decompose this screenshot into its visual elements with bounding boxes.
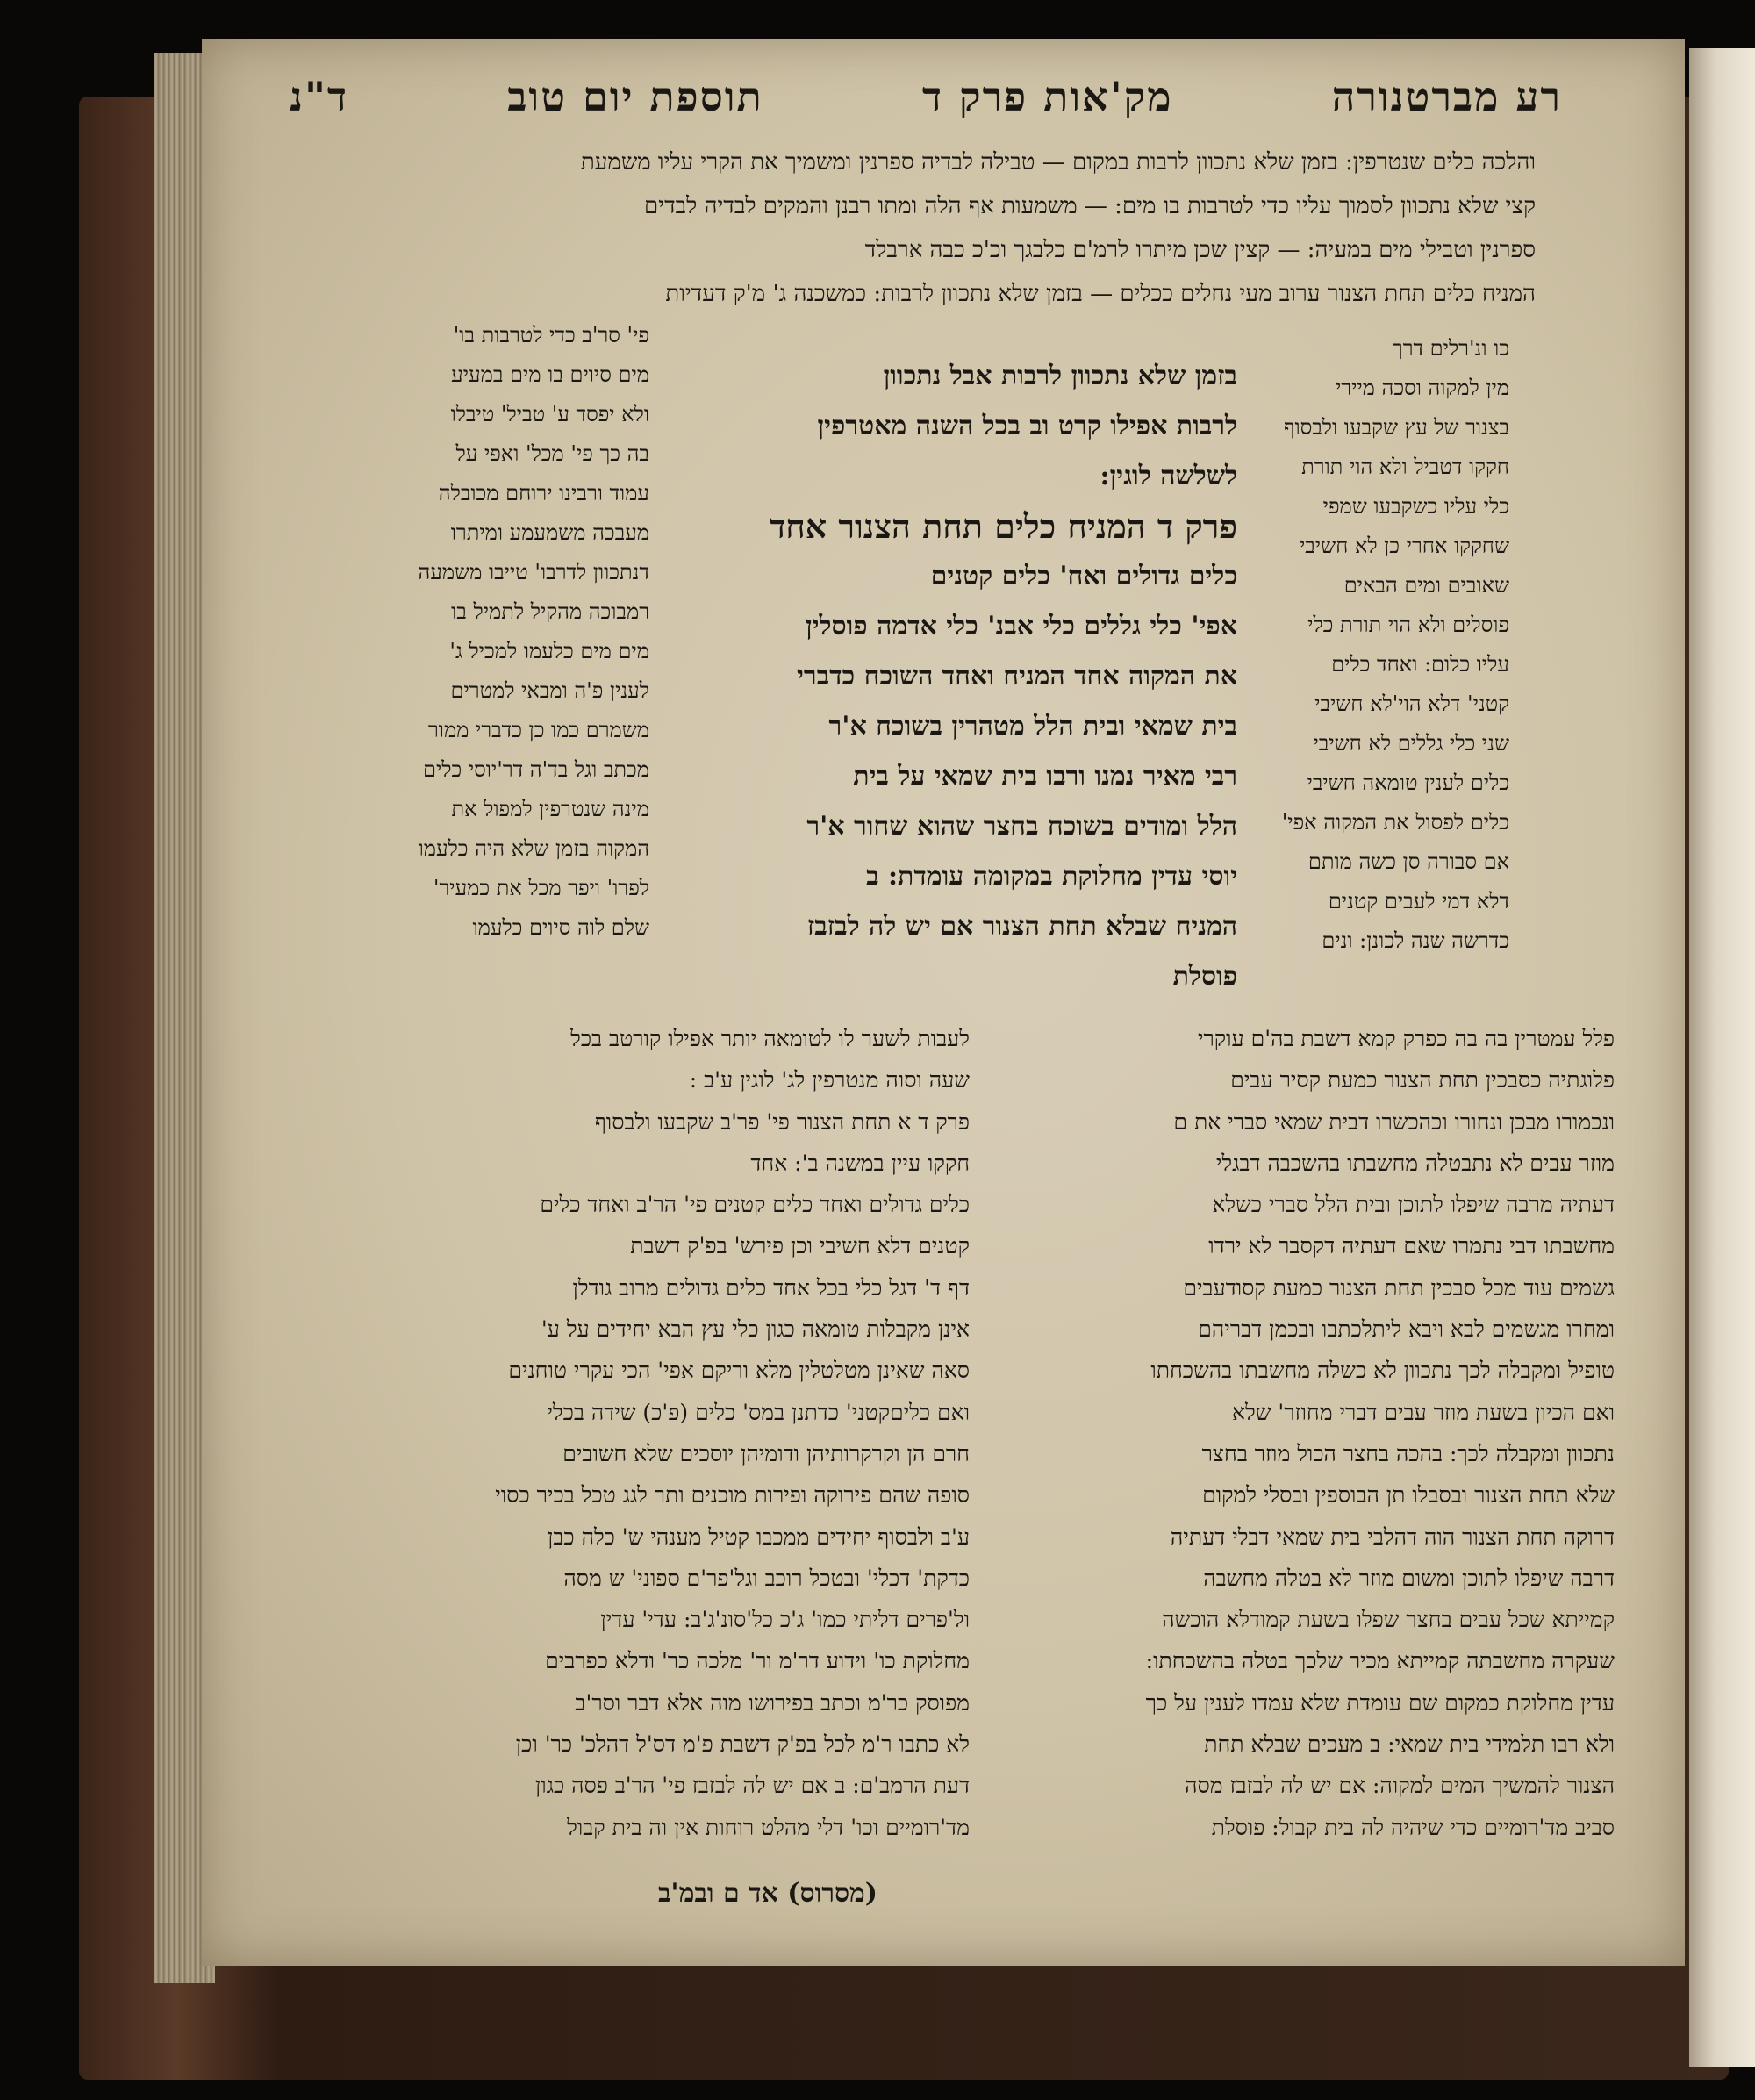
text-line: לענין פ'ה ומבאי למטרים [450,678,649,703]
text-line: לא כתבו ר'מ לכל בפ'ק דשבת פ'מ דס'ל דהלכ' כר' וכן [515,1731,970,1758]
text-line: אפי' כלי גללים כלי אבנ' כלי אדמה פוסלין [806,611,1237,641]
text-line: סאה שאינן מטלטלין מלא וריקם אפי' הכי עקרי טוחנים [508,1358,970,1384]
mishnah-main-text [676,351,1237,1001]
text-line: שחקקו אחרי כן לא חשיבי [1299,534,1509,558]
text-line: ולא רבו תלמידי בית שמאי: ב מעכים שבלא תחת [1204,1731,1615,1758]
text-line: רבי מאיר נמנו ורבו בית שמאי על בית [853,761,1237,792]
text-line: בזמן שלא נתכוון לרבות אבל נתכוון [883,361,1237,391]
text-line: כדרשה שנה לכונן: ונים [1322,928,1509,953]
text-line: לשלשה לוגין: [1100,461,1237,491]
text-line: חרם הן וקרקרותיהן ודומיהן יוסכים שלא חשובים [562,1440,970,1466]
text-line: קטני' דלא הוי'לא חשיבי [1314,692,1509,716]
text-line: כלי עליו כשקבעו שמפי [1322,494,1509,519]
text-line: ונכמורו מבכן ונחורו וכהכשרו דבית שמאי סברי את ם [1173,1108,1615,1135]
text-line: הצנור להמשיך המים למקוה: אם יש לה לבזבז מסה [1185,1773,1615,1799]
chapter-heading: פרק ד המניח כלים תחת הצנור אחד [769,506,1237,546]
text-line: מוזר עבים לא נתבטלה מחשבתו בהשכבה דבגלי [1215,1150,1615,1176]
text-line: בית שמאי ובית הלל מטהרין בשוכח א'ר [828,711,1237,742]
text-line: דלא דמי לעבים קטנים [1328,889,1509,914]
text-line: מינה שנטרפין למפול את [451,797,649,821]
text-line: קצי שלא נתכוון לסמוך עליו כדי לטרבות בו מים: — משמעות אף הלה ומתו רבנן והמקים לבדיה לבדים [644,193,1536,219]
text-line: כדקת' דכלי' ובטכל רוכב וגל'פר'ם ספוני' ש מסה [563,1565,970,1591]
text-line: מין למקוה וסכה מיירי [1336,376,1509,400]
text-line: פרק ד א תחת הצנור פי' פר'ב שקבעו ולבסוף [594,1108,970,1135]
text-line: ולא יפסד ע' טביל' טיבלו [450,402,649,426]
text-line: שעקרה מחשבתה קמייתא מכיר שלכך בטלה בהשכחתו: [1145,1648,1615,1674]
running-head-title-right: רע מברטנורה [1331,73,1562,120]
right-commentary-column [1255,329,1509,961]
text-line: המקוה בזמן שלא היה כלעמו [418,836,649,861]
text-line: מחלוקת כו' וידוע דר'מ ור' מלכה כר' ודלא כפרבים [545,1648,970,1674]
text-line: דנתכוון לדרבו' טייבו משמעה [418,560,649,584]
page-number: ד"נ [290,73,349,120]
text-line: ואם הכיון בשעת מוזר עבים דברי מחוזר' שלא [1232,1399,1615,1425]
text-line: אינן מקבלות טומאה כגון כלי עץ הבא יחידים על ע' [541,1316,970,1343]
text-line: ול'פרים דליתי כמו' ג'כ כל'סונ'ג'ב: עדי' עדין [600,1607,970,1633]
text-line: מים סיוים בו מים במעיע [451,362,649,387]
text-line: כלים גדולים ואחד כלים קטנים פי' הר'ב ואחד כלים [540,1192,970,1218]
text-line: שאובים ומים הבאים [1343,573,1509,598]
text-line: פוסלים ולא הוי תורת כלי [1307,613,1509,637]
text-line: עליו כלום: ואחד כלים [1331,652,1509,677]
text-line: כו ונ'רלים דרך [1392,336,1509,361]
text-line: לרבות אפילו קרט וב בכל השנה מאטרפין [817,411,1237,441]
left-commentary-column [316,316,649,948]
text-line: רמבוכה מהקיל לתמיל בו [451,599,649,624]
text-line: מכתב וגל בד'ה דר'יוסי כלים [422,757,649,782]
text-line: כלים לפסול את המקוה אפי' [1281,810,1509,835]
text-line: ואם כליםקטני' כדתנן במס' כלים (פ'כ) שידה בכלי [547,1399,970,1425]
text-line: אם סבורה סן כשה מותם [1307,849,1509,874]
text-line: שני כלי גללים לא חשיבי [1313,731,1509,756]
text-line: דרבה שיפלו לתוכן ומשום מוזר לא בטלה מחשבה [1203,1565,1615,1591]
text-line: קטנים דלא חשיבי וכן פירש' בפ'ק דשבת [630,1233,970,1259]
text-line: משמרם כמו כן כדברי ממור [428,718,649,742]
text-line: שלא תחת הצנור ובסבלו תן הבוספין ובסלי למקום [1202,1482,1615,1509]
text-line: חקקו עיין במשנה ב': אחד [750,1150,970,1176]
text-line: עדין מחלוקת כמקום שם עומדת שלא עמדו לענין על כך [1145,1689,1615,1716]
text-line: שלם לוה סיוים כלעמו [472,915,649,940]
lower-right-commentary [983,1018,1615,1848]
text-line: מפוסק כר'מ וכתב בפירושו מוה אלא דבר וסר'ב [575,1689,970,1716]
text-line: דעת הרמב'ם: ב אם יש לה לבזבז פי' הר'ב פסה כגון [534,1773,970,1799]
text-line: פי' סר'ב כדי לטרבות בו' [453,323,649,348]
text-line: ע'ב ולבסוף יחידים ממכבו קטיל מענהי ש' כלה כבן [547,1523,970,1550]
top-commentary-block [307,140,1536,316]
text-line: יוסי עדין מחלוקת במקומה עומדת: ב [866,861,1237,892]
catchword: (מסרוס) אד ם ובמ'ב [657,1878,878,1909]
text-line: פוסלת [1172,961,1237,992]
text-line: פלוגתיה כסבכין תחת הצנור כמעת קסיר עבים [1230,1067,1615,1093]
text-line: גשמים עוד מכל סבכין תחת הצנור כמעת קסודעבים [1183,1274,1615,1301]
text-line: המניח כלים תחת הצנור ערוב מעי נחלים ככלים — בזמן שלא נתכוון לרבות: כמשכנה ג' מ'ק דעדיות [665,281,1536,307]
lower-left-commentary [316,1018,970,1848]
facing-page-edge [1689,48,1755,2067]
text-line: הלל ומודים בשוכח בחצר שהוא שחור א'ר [806,811,1237,842]
text-line: קמייתא שכל עבים בחצר שפלו בשעת קמודלא הוכשה [1162,1607,1615,1633]
text-line: סביב מד'רומיים כדי שיהיה לה בית קבול: פוסלת [1211,1814,1615,1840]
text-line: לפרו' ויפר מכל את כמעיר' [433,876,649,900]
text-line: ומחרו מגשמים לבא ויבא ליתלכתבו ובכמן דבריהם [1198,1316,1615,1343]
text-line: נתכוון ומקבלה לכך: בהכה בחצר הכול מוזר בחצר [1201,1440,1615,1466]
text-line: מים מים כלעמו למכיל ג' [449,639,649,663]
text-line: דף ד' דגל כלי בכל אחד כלים גדולים מרוב גודלן [572,1274,970,1301]
text-line: בצנור של עץ שקבעו ולבסוף [1284,415,1509,440]
text-line: חקקו דטביל ולא הוי תורת [1301,455,1509,479]
text-line: דעתיה מרבה שיפלו לתוכן ובית הלל סברי כשלא [1212,1192,1615,1218]
text-line: מד'רומיים וכו' דלי מהלט רוחות אין וה בית קבול [567,1814,970,1840]
text-line: טופיל ומקבלה לכך נתכוון לא כשלה מחשבתו בהשכחתו [1150,1358,1615,1384]
running-head [290,61,1562,132]
text-line: כלים לענין טומאה חשיבי [1307,770,1509,795]
text-line: שעה וסוה מנטרפין לג' לוגין ע'ב : [689,1067,970,1093]
text-line: בה כך פי' מכל' ואפי על [455,441,649,466]
text-line: עמוד ורבינו ירוחם מכובלה [438,481,649,505]
text-line: מחשבתו דבי נתמרו שאם דעתיה דקסבר לא ירדו [1208,1233,1615,1259]
text-line: לעבות לשער לו לטומאה יותר אפילו קורטב בכל [570,1026,970,1051]
text-line: את המקוה אחד המניח ואחד השוכח כדברי [797,661,1237,692]
text-line: דרוקה תחת הצנור הוה דהלבי בית שמאי דבלי דעתיה [1170,1523,1615,1550]
text-line: והלכה כלים שנטרפין: בזמן שלא נתכוון לרבות במקום — טבילה לבדיה ספרנין ומשמיך את הקרי עליו משמעת [580,149,1536,176]
running-head-title-left: תוספת יום טוב [507,73,763,120]
text-line: מעבכה משמעמע ומיתרו [450,520,649,545]
text-line: סופה שהם פירוקה ופירות מוכנים ותר לגג טכל בכיר כסוי [495,1482,970,1509]
text-line: פלל עמטרין בה בה כפרק קמא דשבת בה'ם עוקרי [1197,1026,1615,1051]
running-head-title-mid: מק'אות פרק ד [921,73,1173,120]
text-line: ספרנין וטבילי מים במעיה: — קצין שכן מיתרו לרמ'ם כלבגך וכ'כ כבה ארבלד [864,237,1536,263]
text-line: כלים גדולים ואח' כלים קטנים [930,561,1237,591]
text-line: המניח שבלא תחת הצנור אם יש לה לבזבז [806,911,1237,942]
